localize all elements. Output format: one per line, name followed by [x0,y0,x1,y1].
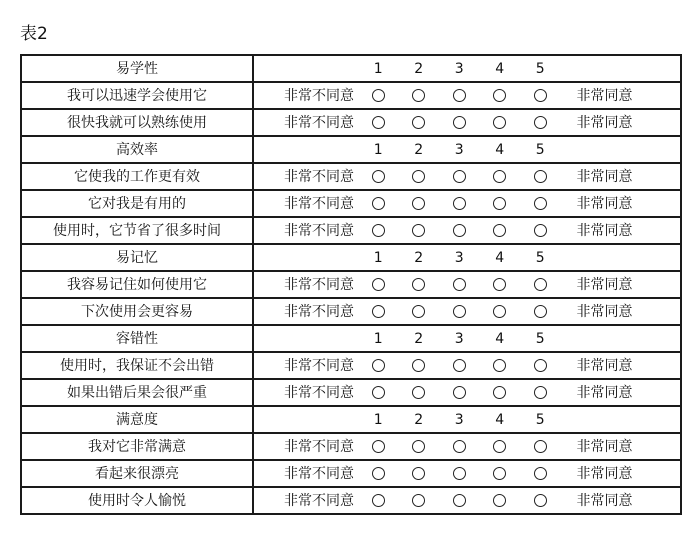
anchor-left-label: 非常不同意 [284,87,354,104]
rating-radio-5[interactable] [534,359,547,372]
anchor-right-label: 非常同意 [576,303,633,320]
rating-radio-3[interactable] [453,224,466,237]
scale-number: 4 [495,249,505,266]
rating-radio-2[interactable] [412,359,425,372]
scale-number: 5 [535,60,545,77]
question-row [21,82,681,109]
scale-number: 3 [454,60,464,77]
question-row [21,298,681,325]
rating-radio-4[interactable] [493,440,506,453]
scale-number: 5 [535,141,545,158]
anchor-left-label: 非常不同意 [284,222,354,239]
rating-scale-cell [253,298,681,325]
anchor-right-label: 非常同意 [576,168,633,185]
scale-header-cell [253,406,681,433]
rating-radio-1[interactable] [372,494,385,507]
rating-radio-3[interactable] [453,467,466,480]
rating-radio-4[interactable] [493,278,506,291]
scale-number: 5 [535,411,545,428]
question-text: 使用时，我保证不会出错 [21,352,253,379]
rating-radio-5[interactable] [534,467,547,480]
question-text: 下次使用会更容易 [21,298,253,325]
rating-radio-1[interactable] [372,305,385,318]
scale-number: 4 [495,330,505,347]
rating-radio-4[interactable] [493,305,506,318]
rating-scale-cell [253,271,681,298]
rating-radio-2[interactable] [412,224,425,237]
anchor-left-label: 非常不同意 [284,465,354,482]
anchor-left-label: 非常不同意 [284,492,354,509]
anchor-right-label: 非常同意 [576,114,633,131]
anchor-right-label: 非常同意 [576,222,633,239]
question-text: 使用时，它节省了很多时间 [21,217,253,244]
rating-radio-2[interactable] [412,305,425,318]
section-header-row [21,55,681,82]
anchor-left-label: 非常不同意 [284,303,354,320]
rating-radio-1[interactable] [372,116,385,129]
scale-number: 1 [373,249,383,266]
anchor-right-label: 非常同意 [576,465,633,482]
question-row [21,163,681,190]
rating-radio-3[interactable] [453,440,466,453]
rating-scale-cell [253,163,681,190]
rating-radio-3[interactable] [453,197,466,210]
rating-scale-cell [253,487,681,514]
question-text: 它使我的工作更有效 [21,163,253,190]
rating-scale-cell [253,190,681,217]
anchor-right-label: 非常同意 [576,87,633,104]
rating-scale-cell [253,460,681,487]
anchor-right-label: 非常同意 [576,384,633,401]
scale-number: 2 [414,249,424,266]
anchor-left-label: 非常不同意 [284,438,354,455]
rating-radio-2[interactable] [412,116,425,129]
rating-radio-5[interactable] [534,197,547,210]
section-header-row [21,325,681,352]
rating-scale-cell [253,433,681,460]
scale-number: 2 [414,60,424,77]
scale-header-cell [253,55,681,82]
question-text: 它对我是有用的 [21,190,253,217]
question-row [21,487,681,514]
anchor-left-label: 非常不同意 [284,168,354,185]
rating-radio-1[interactable] [372,170,385,183]
anchor-left-label: 非常不同意 [284,276,354,293]
question-text: 我对它非常满意 [21,433,253,460]
rating-scale-cell [253,379,681,406]
rating-radio-4[interactable] [493,359,506,372]
question-row [21,460,681,487]
usability-survey-table [20,54,682,515]
scale-number: 4 [495,141,505,158]
question-text: 使用时令人愉悦 [21,487,253,514]
rating-radio-5[interactable] [534,89,547,102]
rating-radio-5[interactable] [534,386,547,399]
rating-radio-2[interactable] [412,386,425,399]
question-row [21,433,681,460]
rating-scale-cell [253,82,681,109]
rating-scale-cell [253,352,681,379]
anchor-right-label: 非常同意 [576,357,633,374]
scale-header-cell [253,244,681,271]
scale-number: 3 [454,141,464,158]
rating-radio-4[interactable] [493,386,506,399]
rating-radio-4[interactable] [493,89,506,102]
question-row [21,352,681,379]
section-title: 易学性 [21,55,253,82]
rating-radio-4[interactable] [493,197,506,210]
question-row [21,190,681,217]
rating-radio-5[interactable] [534,224,547,237]
scale-number: 3 [454,330,464,347]
section-title: 易记忆 [21,244,253,271]
question-text: 很快我就可以熟练使用 [21,109,253,136]
anchor-left-label: 非常不同意 [284,357,354,374]
scale-header-cell [253,325,681,352]
rating-radio-3[interactable] [453,89,466,102]
rating-radio-1[interactable] [372,224,385,237]
rating-radio-5[interactable] [534,305,547,318]
scale-number: 2 [414,411,424,428]
rating-radio-5[interactable] [534,278,547,291]
rating-radio-2[interactable] [412,89,425,102]
rating-radio-3[interactable] [453,278,466,291]
rating-radio-5[interactable] [534,170,547,183]
scale-number: 4 [495,60,505,77]
scale-number: 1 [373,141,383,158]
rating-radio-3[interactable] [453,386,466,399]
table-caption: 表2 [20,24,48,44]
scale-number: 3 [454,411,464,428]
section-title: 容错性 [21,325,253,352]
rating-radio-2[interactable] [412,467,425,480]
rating-radio-3[interactable] [453,170,466,183]
rating-radio-3[interactable] [453,359,466,372]
rating-radio-4[interactable] [493,494,506,507]
rating-radio-1[interactable] [372,386,385,399]
rating-radio-1[interactable] [372,440,385,453]
rating-radio-5[interactable] [534,440,547,453]
question-text: 我可以迅速学会使用它 [21,82,253,109]
rating-radio-3[interactable] [453,494,466,507]
anchor-left-label: 非常不同意 [284,384,354,401]
scale-number: 5 [535,330,545,347]
section-title: 高效率 [21,136,253,163]
section-header-row [21,244,681,271]
rating-radio-2[interactable] [412,494,425,507]
rating-radio-5[interactable] [534,116,547,129]
scale-number: 1 [373,411,383,428]
scale-header-cell [253,136,681,163]
rating-scale-cell [253,109,681,136]
rating-radio-4[interactable] [493,224,506,237]
anchor-right-label: 非常同意 [576,195,633,212]
scale-number: 3 [454,249,464,266]
scale-number: 5 [535,249,545,266]
question-row [21,271,681,298]
question-row [21,217,681,244]
rating-radio-3[interactable] [453,116,466,129]
scale-number: 1 [373,60,383,77]
rating-scale-cell [253,217,681,244]
rating-radio-4[interactable] [493,467,506,480]
anchor-left-label: 非常不同意 [284,114,354,131]
rating-radio-2[interactable] [412,170,425,183]
rating-radio-3[interactable] [453,305,466,318]
scale-number: 1 [373,330,383,347]
rating-radio-2[interactable] [412,440,425,453]
question-row [21,109,681,136]
rating-radio-1[interactable] [372,89,385,102]
rating-radio-2[interactable] [412,197,425,210]
scale-number: 2 [414,330,424,347]
rating-radio-4[interactable] [493,116,506,129]
rating-radio-5[interactable] [534,494,547,507]
rating-radio-2[interactable] [412,278,425,291]
section-header-row [21,136,681,163]
rating-radio-1[interactable] [372,197,385,210]
question-text: 我容易记住如何使用它 [21,271,253,298]
anchor-right-label: 非常同意 [576,276,633,293]
rating-radio-1[interactable] [372,278,385,291]
anchor-right-label: 非常同意 [576,492,633,509]
rating-radio-4[interactable] [493,170,506,183]
section-title: 满意度 [21,406,253,433]
scale-number: 2 [414,141,424,158]
question-text: 看起来很漂亮 [21,460,253,487]
question-row [21,379,681,406]
anchor-right-label: 非常同意 [576,438,633,455]
rating-radio-1[interactable] [372,359,385,372]
anchor-left-label: 非常不同意 [284,195,354,212]
section-header-row [21,406,681,433]
scale-number: 4 [495,411,505,428]
question-text: 如果出错后果会很严重 [21,379,253,406]
rating-radio-1[interactable] [372,467,385,480]
